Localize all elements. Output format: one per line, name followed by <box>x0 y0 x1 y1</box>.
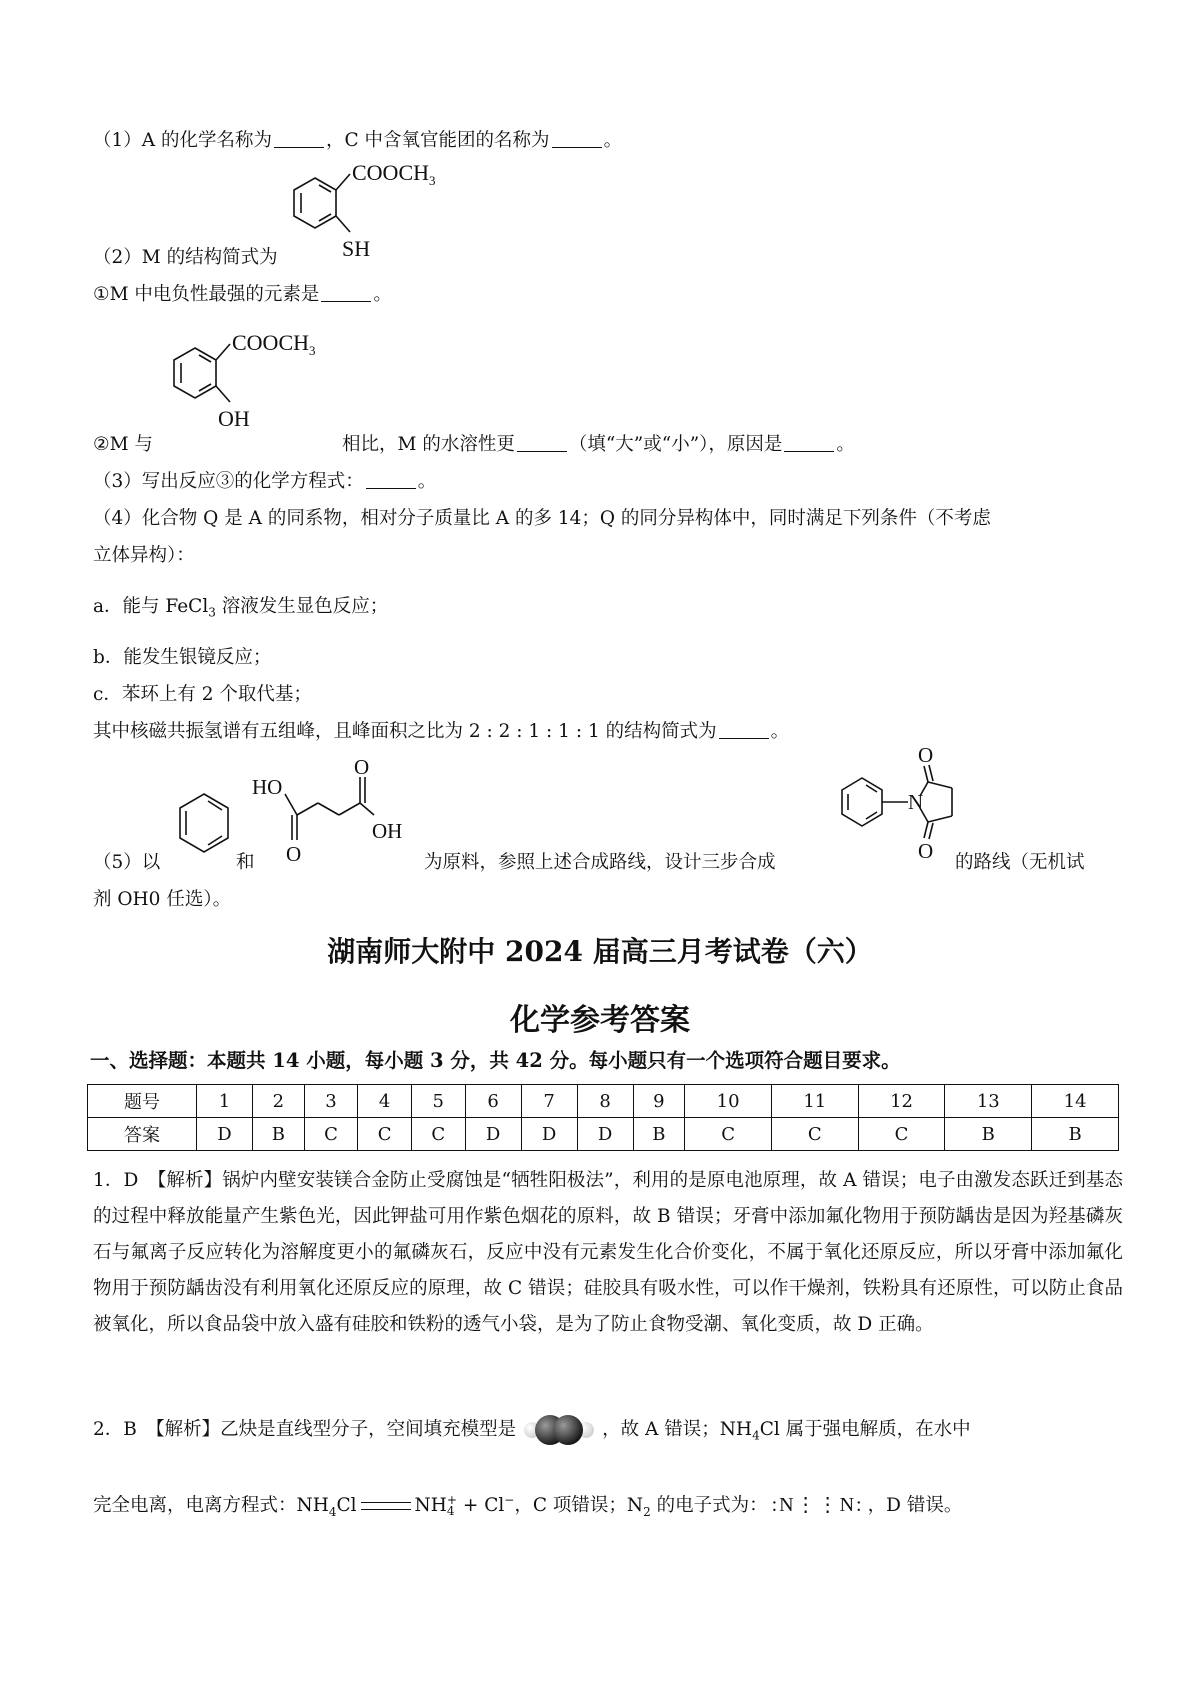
answer-blank <box>784 433 834 452</box>
q4-final: 其中核磁共振氢谱有五组峰，且峰面积之比为 2 : 2 : 1 : 1 : 1 的结构简式为 。 <box>93 721 790 742</box>
table-cell: 8 <box>577 1085 633 1118</box>
table-cell: B <box>633 1118 685 1151</box>
svg-text:O: O <box>918 839 934 863</box>
q2-intro: （2）M 的结构简式为 <box>93 247 278 268</box>
molecule-benzene <box>176 788 236 868</box>
table-cell: 11 <box>771 1085 858 1118</box>
q5-mid: 为原料，参照上述合成路线，设计三步合成 <box>424 852 776 873</box>
answer-blank <box>552 129 602 148</box>
table-cell: B <box>253 1118 305 1151</box>
q4-cond-c: c．苯环上有 2 个取代基； <box>93 684 312 705</box>
table-cell: 13 <box>945 1085 1032 1118</box>
table-cell: 2 <box>253 1085 305 1118</box>
row-label-answer: 答案 <box>88 1118 197 1151</box>
explanation-1: 1．D 【解析】锅炉内壁安装镁合金防止受腐蚀是“牺牲阳极法”，利用的是原电池原理，故 A 错误；电子由激发态跃迁到基态的过程中释放能量产生紫色光，因此钾盐可用作紫色烟花的原料，故 B 错误；牙膏中添加氟化物用于预防龋齿是因为羟基磷灰石与氟离子反应转化为溶解度更小的氟磷灰石，反应中没有元素发生化合价变化，不属于氧化还原反应，所以牙膏中添加氟化物用于预防龋齿没有利用氧化还原反应的原理，故 C 错误；硅胶具有吸水性，可以作干燥剂，铁粉具有还原性，可以防止食品被氧化，所以食品袋中放入盛有硅胶和铁粉的透气小袋，是为了防止食物受潮、氧化变质，故 D 正确。 <box>93 1170 1123 1335</box>
svg-text:COOCH3: $COOCH_3$ <box>352 160 436 188</box>
table-row-numbers <box>88 1085 1119 1118</box>
table-cell: C <box>685 1118 772 1151</box>
table-cell: B <box>1032 1118 1119 1151</box>
answer-blank <box>321 283 371 302</box>
table-cell: B <box>945 1118 1032 1151</box>
svg-text:HO: HO <box>252 775 283 799</box>
svg-text:OH: OH <box>218 406 250 431</box>
answer-blank <box>517 433 567 452</box>
table-cell: C <box>358 1118 412 1151</box>
table-cell: 7 <box>521 1085 577 1118</box>
q1-line: （1）A 的化学名称为 ，C 中含氧官能团的名称为 。 <box>93 130 623 151</box>
q2-sub2-rest: 相比，M 的水溶性更 （填“大”或“小”），原因是 。 <box>342 434 855 455</box>
table-cell: C <box>858 1118 945 1151</box>
n2-electron-formula: :N⋮⋮N: <box>771 1494 864 1517</box>
q4-line1: （4）化合物 Q 是 A 的同系物，相对分子质量比 A 的多 14；Q 的同分异构体中，同时满足下列条件（不考虑 <box>93 508 991 529</box>
explanation-2-line2: 完全电离，电离方程式：$NH_4Cl$ NH + 4 + Cl−，C 项错误；$N_2$ 的电子式为： :N⋮⋮N: ，D 错误。 <box>93 1493 963 1519</box>
table-cell: D <box>521 1118 577 1151</box>
table-cell: 5 <box>411 1085 465 1118</box>
table-cell: D <box>577 1118 633 1151</box>
table-row-answers <box>88 1118 1119 1151</box>
row-label-question: 题号 <box>88 1085 197 1118</box>
molecule-succinic-acid <box>250 755 430 880</box>
table-cell: C <box>304 1118 358 1151</box>
answer-blank <box>274 129 324 148</box>
section-heading: 一、选择题：本题共 14 小题，每小题 3 分，共 42 分。每小题只有一个选项符合题目要求。 <box>90 1049 901 1072</box>
table-cell: 9 <box>633 1085 685 1118</box>
table-cell: C <box>771 1118 858 1151</box>
q3-line: （3）写出反应③的化学方程式： 。 <box>93 471 437 492</box>
table-cell: 3 <box>304 1085 358 1118</box>
svg-text:O: O <box>286 842 302 866</box>
table-cell: 14 <box>1032 1085 1119 1118</box>
q4-line2: 立体异构）： <box>93 545 195 566</box>
molecule-m-structure <box>270 160 470 270</box>
acetylene-model-image <box>516 1413 602 1447</box>
svg-text:O: O <box>918 743 934 767</box>
q2-sub2: ②M 与 <box>93 434 153 455</box>
answer-blank <box>719 720 769 739</box>
svg-text:SH: SH <box>342 236 371 261</box>
q5-line2: 剂 OH0 任选）。 <box>93 889 232 910</box>
table-cell: 6 <box>465 1085 521 1118</box>
svg-text:O: O <box>354 755 370 779</box>
q4-cond-b: b．能发生银镜反应； <box>93 647 272 668</box>
table-cell: 1 <box>197 1085 253 1118</box>
svg-text:N: N <box>908 790 924 814</box>
page-subtitle: 化学参考答案 <box>510 1003 690 1038</box>
svg-text:COOCH3: $COOCH_3$ <box>232 330 316 358</box>
table-cell: 10 <box>685 1085 772 1118</box>
q4-cond-a: a．能与 FeCl$_3$ 溶液发生显色反应； <box>93 596 389 620</box>
q2-sub1: ①M 中电负性最强的元素是 。 <box>93 284 392 305</box>
equals-double-line <box>361 1502 411 1510</box>
page-title: 湖南师大附中 2024 届高三月考试卷（六） <box>327 935 873 968</box>
explanation-2-line1: 2．B 【解析】乙炔是直线型分子，空间填充模型是 ，故 A 错误；$NH_4Cl$ 属于强电解质，在水中 <box>93 1413 971 1449</box>
q5-and: 和 <box>236 852 255 873</box>
q5-suffix: 的路线（无机试 <box>955 852 1085 873</box>
molecule-methyl-salicylate <box>150 330 350 440</box>
answer-table <box>87 1084 1119 1151</box>
table-cell: 12 <box>858 1085 945 1118</box>
table-cell: D <box>465 1118 521 1151</box>
table-cell: D <box>197 1118 253 1151</box>
table-cell: 4 <box>358 1085 412 1118</box>
answer-blank <box>366 470 416 489</box>
q5-line1: （5）以 <box>93 852 161 873</box>
table-cell: C <box>411 1118 465 1151</box>
svg-text:OH: OH <box>372 819 403 843</box>
